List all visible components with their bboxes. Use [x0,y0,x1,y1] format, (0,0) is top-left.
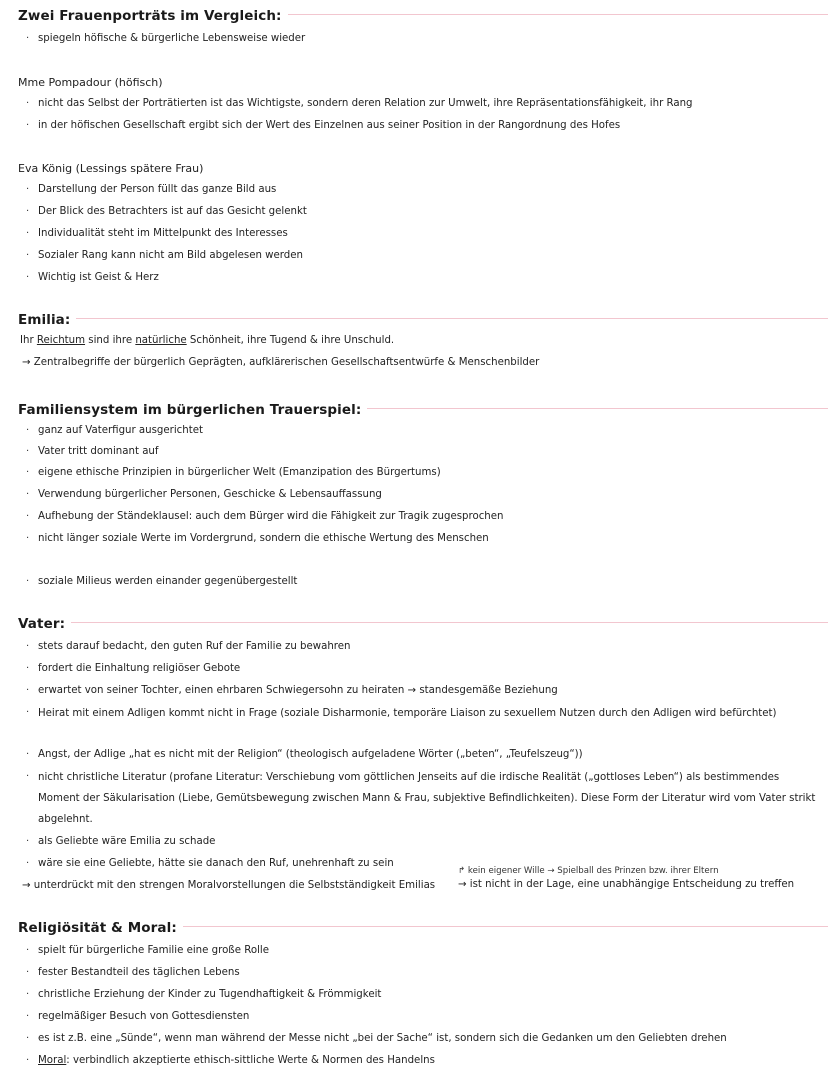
heading-rule [288,14,828,15]
heading-text: Familiensystem im bürgerlichen Trauerspiel: [18,402,362,418]
emilia-text: Ihr [20,335,37,346]
bullet-dot: · [26,1055,30,1066]
bullet-dot: · [26,446,30,457]
bullet-dot: · [26,184,30,195]
father-arrow-left: → unterdrückt mit den strengen Moralvorstellungen die Selbstständigkeit Emilias [22,880,436,891]
emilia-statement [20,334,820,348]
family-item: eigene ethische Prinzipien in bürgerlicher Welt (Emanzipation des Bürgertums) [38,467,441,478]
bullet-dot: · [26,489,30,500]
bullet-dot: · [26,206,30,217]
religion-moral [38,1054,820,1068]
koenig-item: Darstellung der Person füllt das ganze Bild aus [38,184,277,195]
bullet-dot: · [26,707,30,718]
heading-text: Vater: [18,616,66,632]
bullet-dot: · [26,425,30,436]
bullet-dot: · [26,663,30,674]
section-religion-heading [18,914,828,936]
father-item: Heirat mit einem Adligen kommt nicht in Frage (soziale Disharmonie, temporäre Liaison zu sexuellem Nutzen durch den Adligen wird befürchtet) [38,708,777,719]
bullet-dot: · [26,771,30,782]
bullet-dot: · [26,1011,30,1022]
religion-item: spielt für bürgerliche Familie eine große Rolle [38,945,270,956]
bullet-dot: · [26,250,30,261]
father-item: wäre sie eine Geliebte, hätte sie danach den Ruf, unehrenhaft zu sein [38,858,394,869]
bullet-dot: · [26,989,30,1000]
heading-rule [71,622,828,623]
moral-text: : verbindlich akzeptierte ethisch-sittliche Werte & Normen des Handelns [66,1055,435,1066]
bullet-dot: · [26,120,30,131]
father-item: erwartet von seiner Tochter, einen ehrbaren Schwiegersohn zu heiraten → standesgemäße Beziehung [38,685,558,696]
bullet-dot: · [26,1033,30,1044]
bullet-dot: · [26,685,30,696]
heading-rule [76,318,828,319]
koenig-item: Sozialer Rang kann nicht am Bild abgelesen werden [38,250,303,261]
family-extra: soziale Milieus werden einander gegenübergestellt [38,576,298,587]
bullet-dot: · [26,945,30,956]
section-emilia-heading [18,306,828,328]
religion-item: regelmäßiger Besuch von Gottesdiensten [38,1011,250,1022]
father-arrow-right: → ist nicht in der Lage, eine unabhängige Entscheidung zu treffen [458,879,795,890]
pompadour-label: Mme Pompadour (höfisch) [18,76,163,89]
father-item: als Geliebte wäre Emilia zu schade [38,836,216,847]
bullet-dot: · [26,98,30,109]
religion-item: es ist z.B. eine „Sünde“, wenn man während der Messe nicht „bei der Sache“ ist, sondern sich die Gedanken um den Geliebten drehen [38,1033,727,1044]
father-item: stets darauf bedacht, den guten Ruf der Familie zu bewahren [38,641,351,652]
bullet-dot: · [26,576,30,587]
heading-text: Emilia: [18,312,71,328]
bullet-dot: · [26,641,30,652]
emilia-text: sind ihre [85,335,136,346]
bullet-dot: · [26,33,30,44]
heading-rule [183,926,828,927]
father-note-above: ↱ kein eigener Wille → Spielball des Prinzen bzw. ihrer Eltern [458,866,719,876]
family-item: Aufhebung der Ständeklausel: auch dem Bürger wird die Fähigkeit zur Tragik zugesprochen [38,511,504,522]
emilia-underlined: natürliche [135,335,187,346]
bullet-dot: · [26,272,30,283]
bullet-dot: · [26,836,30,847]
religion-item: fester Bestandteil des täglichen Lebens [38,967,240,978]
heading-text: Religiösität & Moral: [18,920,177,936]
section-father-heading [18,610,828,632]
moral-label: Moral [38,1055,67,1066]
bullet-dot: · [26,228,30,239]
pompadour-item: nicht das Selbst der Porträtierten ist das Wichtigste, sondern deren Relation zur Umwelt, ihre Repräsentationsfähigkeit, ihr Rang [38,98,693,109]
bullet-dot: · [26,511,30,522]
family-item: ganz auf Vaterfigur ausgerichtet [38,425,203,436]
heading-rule [367,408,828,409]
section-family-heading [18,396,828,418]
bullet-dot: · [26,533,30,544]
section-portraits-heading [18,2,828,24]
bullet-dot: · [26,749,30,760]
pompadour-item: in der höfischen Gesellschaft ergibt sich der Wert des Einzelnen aus seiner Position in der Rangordnung des Hofes [38,120,621,131]
koenig-item: Der Blick des Betrachters ist auf das Gesicht gelenkt [38,206,307,217]
bullet-dot: · [26,467,30,478]
koenig-label: Eva König (Lessings spätere Frau) [18,162,204,175]
emilia-text: Schönheit, ihre Tugend & ihre Unschuld. [186,335,395,346]
family-item: Vater tritt dominant auf [38,446,159,457]
portraits-intro: spiegeln höfische & bürgerliche Lebensweise wieder [38,33,306,44]
family-item: Verwendung bürgerlicher Personen, Geschicke & Lebensauffassung [38,489,382,500]
bullet-dot: · [26,858,30,869]
father-item: nicht christliche Literatur (profane Literatur: Verschiebung vom göttlichen Jenseits auf die irdische Realität („gottloses Leben“) als bestimmendes Moment der Säkularisation (Liebe, Gemütsbewegung zwischen Mann & Frau, subjektive Befindlichkeiten). Diese Form der Literatur wird vom Vater strikt abgelehnt. [38,772,816,825]
family-item: nicht länger soziale Werte im Vordergrund, sondern die ethische Wertung des Menschen [38,533,489,544]
father-item: Angst, der Adlige „hat es nicht mit der Religion“ (theologisch aufgeladene Wörter („beten“, „Teufelszeug“)) [38,749,583,760]
koenig-item: Individualität steht im Mittelpunkt des Interesses [38,228,288,239]
bullet-dot: · [26,967,30,978]
religion-item: christliche Erziehung der Kinder zu Tugendhaftigkeit & Frömmigkeit [38,989,382,1000]
father-item: fordert die Einhaltung religiöser Gebote [38,663,241,674]
emilia-underlined: Reichtum [36,335,86,346]
emilia-arrow-line: → Zentralbegriffe der bürgerlich Geprägten, aufklärerischen Gesellschaftsentwürfe & Menschenbilder [22,357,540,368]
koenig-item: Wichtig ist Geist & Herz [38,272,159,283]
heading-text: Zwei Frauenporträts im Vergleich: [18,8,282,24]
